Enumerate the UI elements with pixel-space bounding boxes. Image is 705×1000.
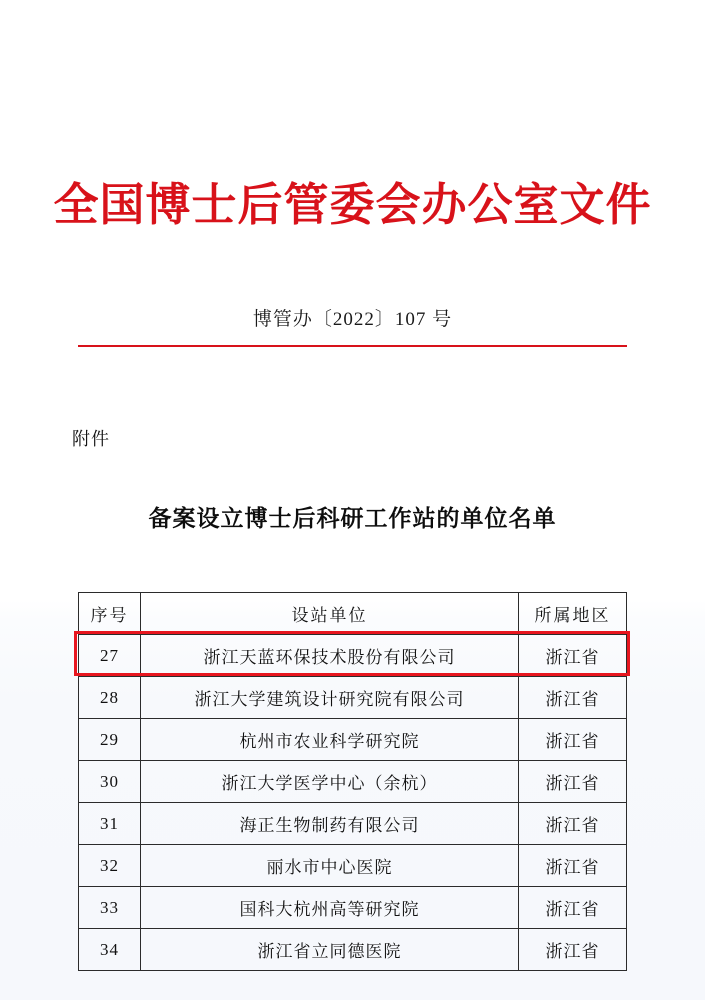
column-header-region: 所属地区 bbox=[519, 593, 627, 635]
cell-unit: 浙江天蓝环保技术股份有限公司 bbox=[141, 635, 519, 677]
cell-no: 30 bbox=[79, 761, 141, 803]
cell-region: 浙江省 bbox=[519, 761, 627, 803]
table-row bbox=[79, 887, 627, 929]
red-divider-rule bbox=[78, 345, 627, 347]
cell-no: 31 bbox=[79, 803, 141, 845]
cell-unit: 国科大杭州高等研究院 bbox=[141, 887, 519, 929]
unit-list-table bbox=[78, 592, 627, 971]
cell-unit: 浙江大学医学中心（余杭） bbox=[141, 761, 519, 803]
table-header-row bbox=[79, 593, 627, 635]
table-row bbox=[79, 803, 627, 845]
cell-region: 浙江省 bbox=[519, 635, 627, 677]
cell-region: 浙江省 bbox=[519, 719, 627, 761]
cell-unit: 海正生物制药有限公司 bbox=[141, 803, 519, 845]
cell-region: 浙江省 bbox=[519, 929, 627, 971]
cell-no: 28 bbox=[79, 677, 141, 719]
cell-region: 浙江省 bbox=[519, 803, 627, 845]
column-header-no: 序号 bbox=[79, 593, 141, 635]
cell-no: 27 bbox=[79, 635, 141, 677]
table-row bbox=[79, 719, 627, 761]
cell-region: 浙江省 bbox=[519, 845, 627, 887]
table-row bbox=[79, 761, 627, 803]
cell-unit: 浙江大学建筑设计研究院有限公司 bbox=[141, 677, 519, 719]
document-title: 全国博士后管委会办公室文件 bbox=[53, 178, 652, 231]
cell-no: 29 bbox=[79, 719, 141, 761]
table-row bbox=[79, 635, 627, 677]
cell-no: 33 bbox=[79, 887, 141, 929]
cell-no: 32 bbox=[79, 845, 141, 887]
cell-unit: 浙江省立同德医院 bbox=[141, 929, 519, 971]
table-row bbox=[79, 929, 627, 971]
cell-region: 浙江省 bbox=[519, 677, 627, 719]
table-row bbox=[79, 677, 627, 719]
column-header-unit: 设站单位 bbox=[141, 593, 519, 635]
attachment-label: 附件 bbox=[72, 429, 110, 449]
cell-unit: 杭州市农业科学研究院 bbox=[141, 719, 519, 761]
cell-unit: 丽水市中心医院 bbox=[141, 845, 519, 887]
table-row bbox=[79, 845, 627, 887]
cell-no: 34 bbox=[79, 929, 141, 971]
cell-region: 浙江省 bbox=[519, 887, 627, 929]
document-number: 博管办〔2022〕107 号 bbox=[252, 309, 453, 330]
list-title: 备案设立博士后科研工作站的单位名单 bbox=[148, 505, 557, 532]
